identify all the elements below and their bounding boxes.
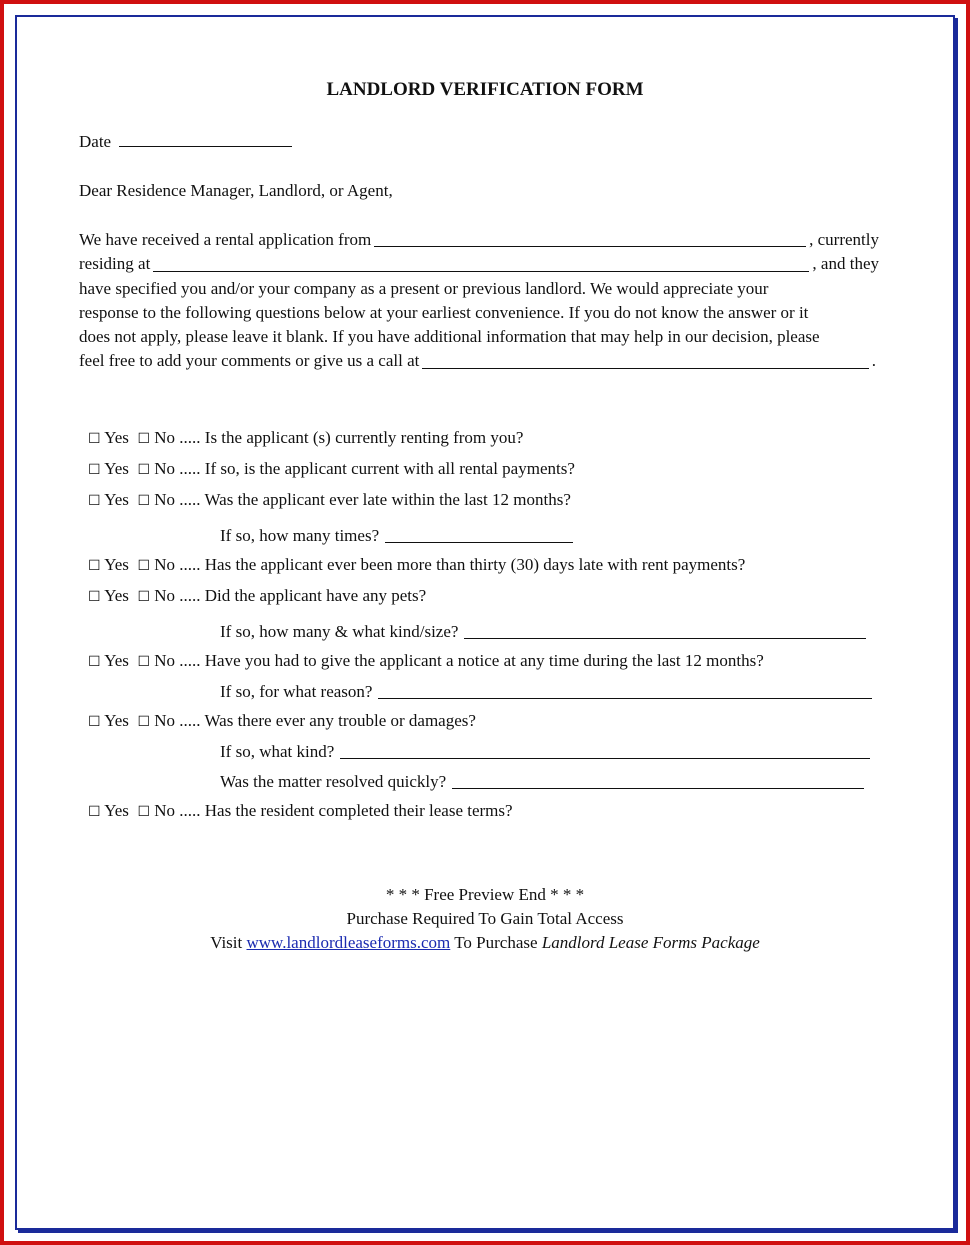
no-label: No (154, 428, 176, 447)
intro-line-6: feel free to add your comments or give us a call at (79, 351, 420, 371)
intro-line-1-end: , currently (809, 230, 879, 249)
question-row (88, 459, 575, 480)
salutation: Dear Residence Manager, Landlord, or Agent, (79, 181, 393, 200)
visit-label: Visit (210, 933, 243, 952)
question-text: Is the applicant (s) currently renting from you? (204, 428, 524, 447)
package-name: Landlord Lease Forms Package (541, 933, 760, 952)
followup-row (220, 682, 872, 702)
no-checkbox[interactable]: ☐ (137, 589, 150, 605)
to-purchase-label: To Purchase (454, 933, 538, 952)
no-checkbox[interactable]: ☐ (137, 462, 150, 478)
leader-dots: ..... (179, 651, 201, 670)
yes-checkbox[interactable]: ☐ (88, 804, 101, 820)
intro-line-5: does not apply, please leave it blank. If you have additional information that may help in our decision, please (79, 327, 820, 347)
date-field[interactable] (119, 132, 292, 147)
intro-paragraph (79, 228, 879, 374)
yes-checkbox[interactable]: ☐ (88, 431, 101, 447)
question-text: If so, is the applicant current with all rental payments? (204, 459, 575, 478)
question-text: Was there ever any trouble or damages? (204, 711, 476, 730)
yes-checkbox[interactable]: ☐ (88, 589, 101, 605)
no-label: No (154, 651, 176, 670)
intro-line-6-end: . (871, 351, 876, 371)
intro-line-3: have specified you and/or your company as a present or previous landlord. We would appreciate your (79, 278, 769, 298)
yes-label: Yes (104, 651, 129, 670)
leader-dots: ..... (179, 711, 201, 730)
question-text: Has the applicant ever been more than thirty (30) days late with rent payments? (204, 555, 746, 574)
yes-checkbox[interactable]: ☐ (88, 493, 101, 509)
question-text: Did the applicant have any pets? (204, 586, 427, 605)
no-label: No (154, 711, 176, 730)
question-row (88, 555, 745, 576)
followup-label: Was the matter resolved quickly? (220, 772, 447, 791)
resolved-field[interactable] (452, 772, 864, 789)
no-label: No (154, 586, 176, 605)
question-row (88, 651, 764, 672)
no-label: No (154, 459, 176, 478)
no-checkbox[interactable]: ☐ (137, 431, 150, 447)
no-label: No (154, 555, 176, 574)
yes-label: Yes (104, 490, 129, 509)
leader-dots: ..... (179, 490, 201, 509)
yes-checkbox[interactable]: ☐ (88, 462, 101, 478)
no-checkbox[interactable]: ☐ (137, 558, 150, 574)
leader-dots: ..... (179, 555, 201, 574)
followup-row (220, 526, 573, 546)
leader-dots: ..... (179, 428, 201, 447)
no-checkbox[interactable]: ☐ (137, 654, 150, 670)
leader-dots: ..... (179, 586, 201, 605)
question-text: Have you had to give the applicant a notice at any time during the last 12 months? (204, 651, 764, 670)
followup-label: If so, how many & what kind/size? (220, 622, 459, 641)
pets-field[interactable] (464, 622, 866, 639)
followup-label: If so, what kind? (220, 742, 335, 761)
question-row (88, 711, 476, 732)
date-label: Date (79, 132, 112, 151)
yes-label: Yes (104, 586, 129, 605)
question-text: Was the applicant ever late within the last 12 months? (204, 490, 571, 509)
intro-line-2: residing at (79, 254, 151, 274)
followup-row (220, 742, 870, 762)
visit-line (0, 931, 970, 955)
followup-label: If so, for what reason? (220, 682, 373, 701)
intro-line-1: We have received a rental application from (79, 230, 372, 249)
residing-at-field[interactable] (153, 252, 809, 271)
phone-field[interactable] (422, 349, 868, 368)
damage-kind-field[interactable] (340, 742, 870, 759)
late-times-field[interactable] (385, 526, 573, 543)
question-row (88, 428, 523, 449)
yes-label: Yes (104, 801, 129, 820)
question-text: Has the resident completed their lease terms? (204, 801, 513, 820)
yes-checkbox[interactable]: ☐ (88, 654, 101, 670)
yes-label: Yes (104, 555, 129, 574)
question-row (88, 490, 571, 511)
date-row (79, 132, 292, 152)
yes-label: Yes (104, 428, 129, 447)
yes-checkbox[interactable]: ☐ (88, 714, 101, 730)
leader-dots: ..... (179, 459, 201, 478)
preview-end-text: * * * Free Preview End * * * (385, 885, 585, 904)
followup-row (220, 772, 864, 792)
applicant-name-field[interactable] (374, 228, 806, 247)
followup-row (220, 622, 866, 642)
website-link[interactable]: www.landlordleaseforms.com (246, 933, 451, 952)
no-checkbox[interactable]: ☐ (137, 493, 150, 509)
no-label: No (154, 490, 176, 509)
intro-line-2-end: , and they (812, 254, 879, 274)
form-title: LANDLORD VERIFICATION FORM (326, 79, 644, 100)
question-row (88, 586, 426, 607)
yes-label: Yes (104, 459, 129, 478)
notice-reason-field[interactable] (378, 682, 872, 699)
purchase-required-text: Purchase Required To Gain Total Access (346, 909, 624, 928)
leader-dots: ..... (179, 801, 201, 820)
yes-checkbox[interactable]: ☐ (88, 558, 101, 574)
question-row (88, 801, 513, 822)
yes-label: Yes (104, 711, 129, 730)
no-checkbox[interactable]: ☐ (137, 804, 150, 820)
no-label: No (154, 801, 176, 820)
followup-label: If so, how many times? (220, 526, 380, 545)
no-checkbox[interactable]: ☐ (137, 714, 150, 730)
intro-line-4: response to the following questions below at your earliest convenience. If you do not know the answer or it (79, 302, 809, 322)
